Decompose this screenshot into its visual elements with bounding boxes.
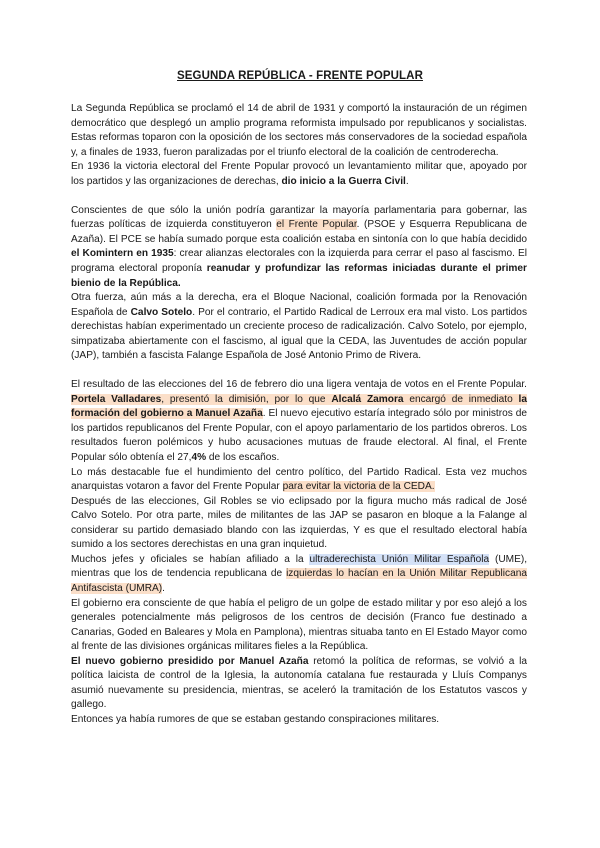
paragraph-elecciones: El resultado de las elecciones del 16 de febrero dio una ligera ventaja de votos en el Frente Popular. Portela Valladares, presentó la dimisión, por lo que Alcalá Zamora encargó de inmediato la formación del gobierno a Manuel Azaña. El nuevo ejecutivo estaría integrado sólo por ministros de los partidos republicanos del Frente Popular, con el apoyo parlamentario de los partidos obreros. Los resultados fueron polémicos y hubo acusaciones mutuas de fraude electoral. Al final, el Frente Popular sólo obtenía el 27,4% de los escaños. xyxy=(71,379,527,464)
paragraph-gobierno: El gobierno era consciente de que había el peligro de un golpe de estado militar y por eso alejó a los generales potencialmente más peligrosos de los centros de decisión (Franco fue destinado a Canarias, Goded en Baleares y Mola en Pamplona), mientras situaba tanto en El Estado Mayor como al frente de las divisiones orgánicas militares fieles a la República. xyxy=(71,597,527,653)
paragraph-bloque-nacional: Otra fuerza, aún más a la derecha, era el Bloque Nacional, coalición formada por la Renovación Española de Calvo Sotelo. Por el contrario, el Partido Radical de Lerroux era mal visto. Los partidos derechistas habían experimentado un creciente proceso de radicalización. Calvo Sotelo, por ejemplo, simpatizaba abiertamente con el fascismo, al igual que la CEDA, las Juventudes de acción popular (JAP), también a fascista Falange Española de José Antonio Primo de Rivera. xyxy=(71,292,528,362)
document-body xyxy=(71,102,527,727)
paragraph-1936: En 1936 la victoria electoral del Frente Popular provocó un levantamiento militar que, apoyado por los partidos y las organizaciones de derechas, dio inicio a la Guerra Civil. xyxy=(71,161,527,187)
paragraph-centro: Lo más destacable fue el hundimiento del centro político, del Partido Radical. Esta vez muchos anarquistas votaron a favor del Frente Popular para evitar la victoria de la CEDA. xyxy=(71,466,527,493)
paragraph-ume: Muchos jefes y oficiales se habían afiliado a la ultraderechista Unión Militar Española (UME), mientras que los de tendencia republicana de izquierdas lo hacían en la Unión Militar Republicana Antifascista (UMRA). xyxy=(71,553,528,594)
paragraph-intro: La Segunda República se proclamó el 14 de abril de 1931 y comportó la instauración de un régimen democrático que desplegó un amplio programa reformista impulsado por republicanos y socialistas. Estas reformas toparon con la oposición de los sectores más conservadores de la sociedad española y, a finales de 1933, fueron paralizadas por el triunfo electoral de la coalición de centroderecha. xyxy=(71,103,527,158)
document-title: SEGUNDA REPÚBLICA - FRENTE POPULAR xyxy=(177,70,423,82)
paragraph-rumores: Entonces ya había rumores de que se estaban gestando conspiraciones militares. xyxy=(71,713,440,725)
paragraph-azana: El nuevo gobierno presidido por Manuel Azaña retomó la política de reformas, se volvió a la política laicista de control de la Iglesia, la autonomía catalana fue restaurada y Lluís Companys asumió nuevamente su presidencia, mientras, se aceleró la tramitación de los Estatutos vascos y gallego. xyxy=(71,655,527,711)
paragraph-gil-robles: Después de las elecciones, Gil Robles se vio eclipsado por la figura mucho más radical de José Calvo Sotelo. Por otra parte, miles de militantes de las JAP se pasaron en bloque a la Falange al considerar su partido demasiado blando con las izquierdas, Y es que el resultado electoral había sumido a los sectores derechistas en una gran inquietud. xyxy=(71,495,527,551)
paragraph-frente-popular: Conscientes de que sólo la unión podría garantizar la mayoría parlamentaria para gobernar, las fuerzas políticas de izquierda constituyeron el Frente Popular. (PSOE y Esquerra Republicana de Azaña). El PCE se había sumado porque esta coalición estaba en sintonía con lo que había decidido el Komintern en 1935: crear alianzas electorales con la izquierda para cerrar el paso al fascismo. El programa electoral proponía reanudar y profundizar las reformas iniciadas durante el primer bienio de la República. xyxy=(71,204,528,289)
